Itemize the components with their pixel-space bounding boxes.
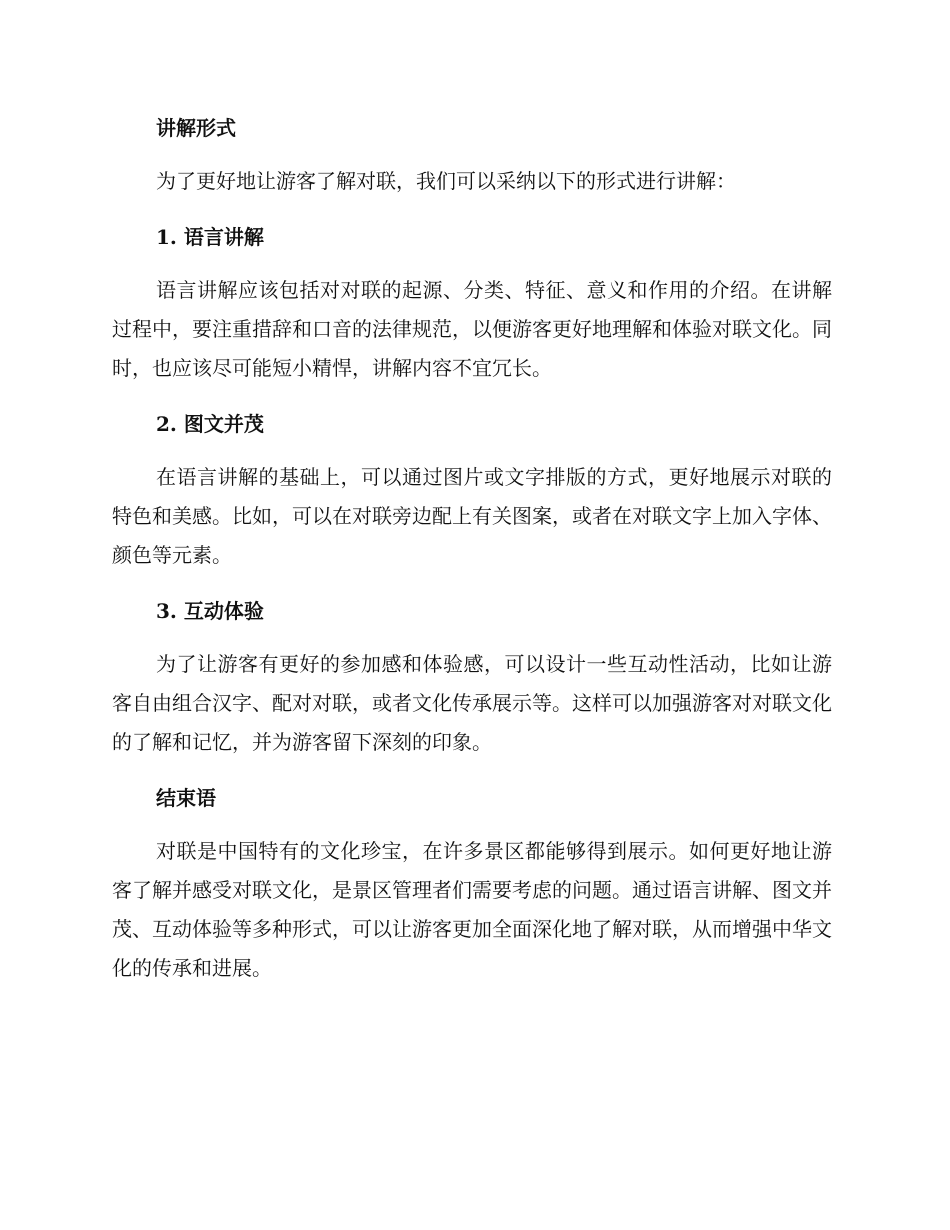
document-page (112, 110, 832, 988)
conclusion-paragraph: 对联是中国特有的文化珍宝，在许多景区都能够得到展示。如何更好地让游客了解并感受对联文化，是景区管理者们需要考虑的问题。通过语言讲解、图文并茂、互动体验等多种形式，可以让游客更加全面深化地了解对联，从而增强中华文化的传承和进展。 (112, 839, 832, 980)
item-heading-illustration: 2. 图文并茂 (156, 412, 264, 436)
item-text-interactive: 为了让游客有更好的参加感和体验感，可以设计一些互动性活动，比如让游客自由组合汉字、配对对联，或者文化传承展示等。这样可以加强游客对对联文化的了解和记忆，并为游客留下深刻的印象。 (112, 652, 832, 754)
conclusion-title: 结束语 (156, 786, 216, 810)
item-text-illustration: 在语言讲解的基础上，可以通过图片或文字排版的方式，更好地展示对联的特色和美感。比如，可以在对联旁边配上有关图案，或者在对联文字上加入字体、颜色等元素。 (112, 465, 832, 567)
item-text-language: 语言讲解应该包括对对联的起源、分类、特征、意义和作用的介绍。在讲解过程中，要注重措辞和口音的法律规范，以便游客更好地理解和体验对联文化。同时，也应该尽可能短小精悍，讲解内容不宜冗长。 (112, 278, 832, 380)
item-heading-interactive: 3. 互动体验 (156, 599, 264, 623)
section-title: 讲解形式 (156, 116, 236, 140)
item-heading-language: 1. 语言讲解 (156, 225, 264, 249)
intro-paragraph: 为了更好地让游客了解对联，我们可以采纳以下的形式进行讲解： (156, 169, 736, 193)
